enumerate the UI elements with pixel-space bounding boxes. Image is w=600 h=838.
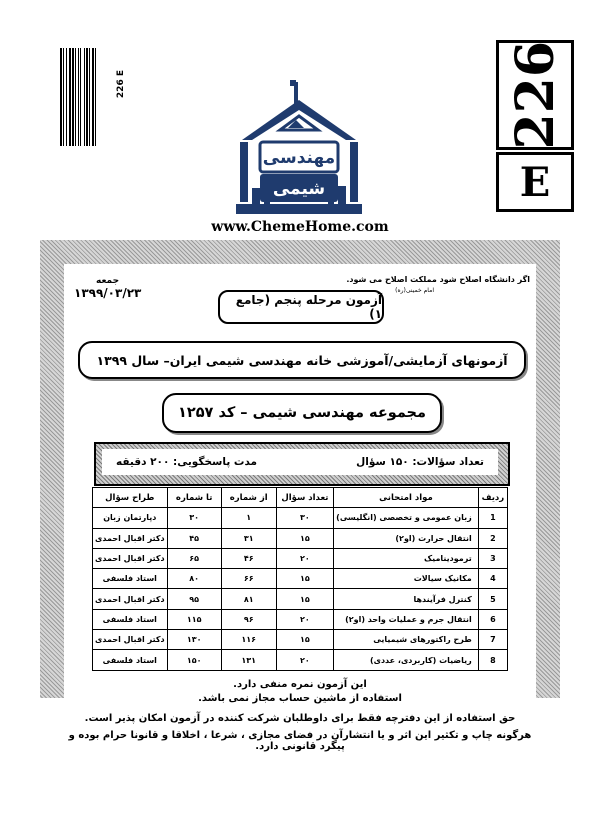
exam-day: جمعه <box>96 276 120 286</box>
table-row <box>93 589 508 609</box>
cell-from-number: ۱۱۶ <box>221 630 276 650</box>
cell-from-number: ۶۶ <box>221 569 276 589</box>
header-subject: مواد امتحانی <box>334 488 479 508</box>
cell-question-count: ۱۵ <box>276 589 334 609</box>
cell-row-number: 5 <box>478 589 507 609</box>
cell-from-number: ۱۳۱ <box>221 650 276 670</box>
question-count: تعداد سؤالات: ۱۵۰ سؤال <box>356 456 484 468</box>
quote-text: اگر دانشگاه اصلاح شود مملکت اصلاح می شود. <box>346 275 530 284</box>
cell-from-number: ۹۶ <box>221 609 276 629</box>
cell-question-count: ۱۵ <box>276 569 334 589</box>
chemical-engineering-logo <box>232 78 366 218</box>
exam-title: آزمونهای آزمایشی/آموزشی خانه مهندسی شیمی ایران– سال ۱۳۹۹ <box>78 341 526 379</box>
cell-question-count: ۲۰ <box>276 609 334 629</box>
barcode-bar <box>98 48 99 146</box>
header-from-number: از شماره <box>221 488 276 508</box>
table-row <box>93 650 508 670</box>
subjects-table <box>92 487 508 671</box>
cell-to-number: ۳۰ <box>167 508 221 528</box>
exam-info <box>102 449 498 475</box>
cell-to-number: ۱۱۵ <box>167 609 221 629</box>
logo-bottom-word: شیمی <box>272 179 326 199</box>
cell-to-number: ۴۵ <box>167 528 221 548</box>
cell-subject: انتقال حرارت (او۲) <box>334 528 479 548</box>
barcode <box>60 48 112 146</box>
table-row <box>93 548 508 568</box>
cell-to-number: ۱۳۰ <box>167 630 221 650</box>
duration: مدت پاسخگویی: ۲۰۰ دقیقه <box>116 456 258 468</box>
quote-attribution: امام خمینی(ره) <box>395 287 434 294</box>
cell-designer: دکتر اقبال احمدی <box>93 528 168 548</box>
cell-row-number: 6 <box>478 609 507 629</box>
header-designer: طراح سؤال <box>93 488 168 508</box>
website-url: www.ChemeHome.com <box>211 219 389 235</box>
cell-designer: دکتر اقبال احمدی <box>93 548 168 568</box>
header-row-number: ردیف <box>478 488 507 508</box>
cell-question-count: ۲۰ <box>276 650 334 670</box>
cell-question-count: ۱۵ <box>276 528 334 548</box>
cell-subject: زبان عمومی و تخصصی (انگلیسی) <box>334 508 479 528</box>
cell-subject: ریاضیات (کاربردی، عددی) <box>334 650 479 670</box>
booklet-code: 226 <box>504 40 566 150</box>
cell-row-number: 1 <box>478 508 507 528</box>
cell-from-number: ۱ <box>221 508 276 528</box>
cell-to-number: ۹۵ <box>167 589 221 609</box>
cell-to-number: ۶۵ <box>167 548 221 568</box>
cell-designer: استاد فلسفی <box>93 609 168 629</box>
cell-row-number: 2 <box>478 528 507 548</box>
cell-row-number: 3 <box>478 548 507 568</box>
cell-question-count: ۱۵ <box>276 630 334 650</box>
cell-row-number: 4 <box>478 569 507 589</box>
cell-from-number: ۳۱ <box>221 528 276 548</box>
cell-row-number: 8 <box>478 650 507 670</box>
cell-row-number: 7 <box>478 630 507 650</box>
table-row <box>93 569 508 589</box>
exam-date-value: ۱۳۹۹/۰۳/۲۳ <box>74 286 142 300</box>
cell-subject: مکانیک سیالات <box>334 569 479 589</box>
copyright-line-1: حق استفاده از این دفترچه فقط برای داوطلبان شرکت کننده در آزمون امکان پذیر است. <box>84 713 516 724</box>
exam-date <box>74 276 204 300</box>
cell-designer: دکتر اقبال احمدی <box>93 630 168 650</box>
cell-designer: دکتر اقبال احمدی <box>93 589 168 609</box>
booklet-letter: E <box>519 158 551 206</box>
cell-to-number: ۱۵۰ <box>167 650 221 670</box>
cell-from-number: ۴۶ <box>221 548 276 568</box>
cell-subject: کنترل فرآیندها <box>334 589 479 609</box>
barcode-label: 226 E <box>116 70 126 99</box>
table-header-row <box>93 488 508 508</box>
header-to-number: تا شماره <box>167 488 221 508</box>
cell-subject: ترمودینامیک <box>334 548 479 568</box>
cell-subject: انتقال جرم و عملیات واحد (او۲) <box>334 609 479 629</box>
copyright-line-2: هرگونه چاپ و تکثیر این اثر و یا انتشارآن در فضای مجازی ، شرعا ، اخلاقا و قانونا حرام بوده و پیگرد قانونی دارد. <box>68 730 532 752</box>
table-row <box>93 609 508 629</box>
cell-to-number: ۸۰ <box>167 569 221 589</box>
logo-top-word: مهندسی <box>262 148 336 168</box>
calculator-note: استفاده از ماشین حساب مجاز نمی باشد. <box>198 693 402 704</box>
booklet-letter-box <box>496 152 574 212</box>
cell-designer: استاد فلسفی <box>93 569 168 589</box>
table-row <box>93 528 508 548</box>
booklet-code-box <box>496 40 574 150</box>
exam-subject: مجموعه مهندسی شیمی – کد ۱۲۵۷ <box>162 393 442 433</box>
cell-designer: دپارتمان زبان <box>93 508 168 528</box>
cell-question-count: ۲۰ <box>276 548 334 568</box>
exam-stage: آزمون مرحله پنجم (جامع ۱) <box>218 290 384 324</box>
header-question-count: تعداد سؤال <box>276 488 334 508</box>
cell-designer: استاد فلسفی <box>93 650 168 670</box>
cell-from-number: ۸۱ <box>221 589 276 609</box>
negative-marking-note: این آزمون نمره منفی دارد. <box>233 679 367 690</box>
table-row <box>93 630 508 650</box>
cell-subject: طرح راکتورهای شیمیایی <box>334 630 479 650</box>
cell-question-count: ۳۰ <box>276 508 334 528</box>
table-row <box>93 508 508 528</box>
